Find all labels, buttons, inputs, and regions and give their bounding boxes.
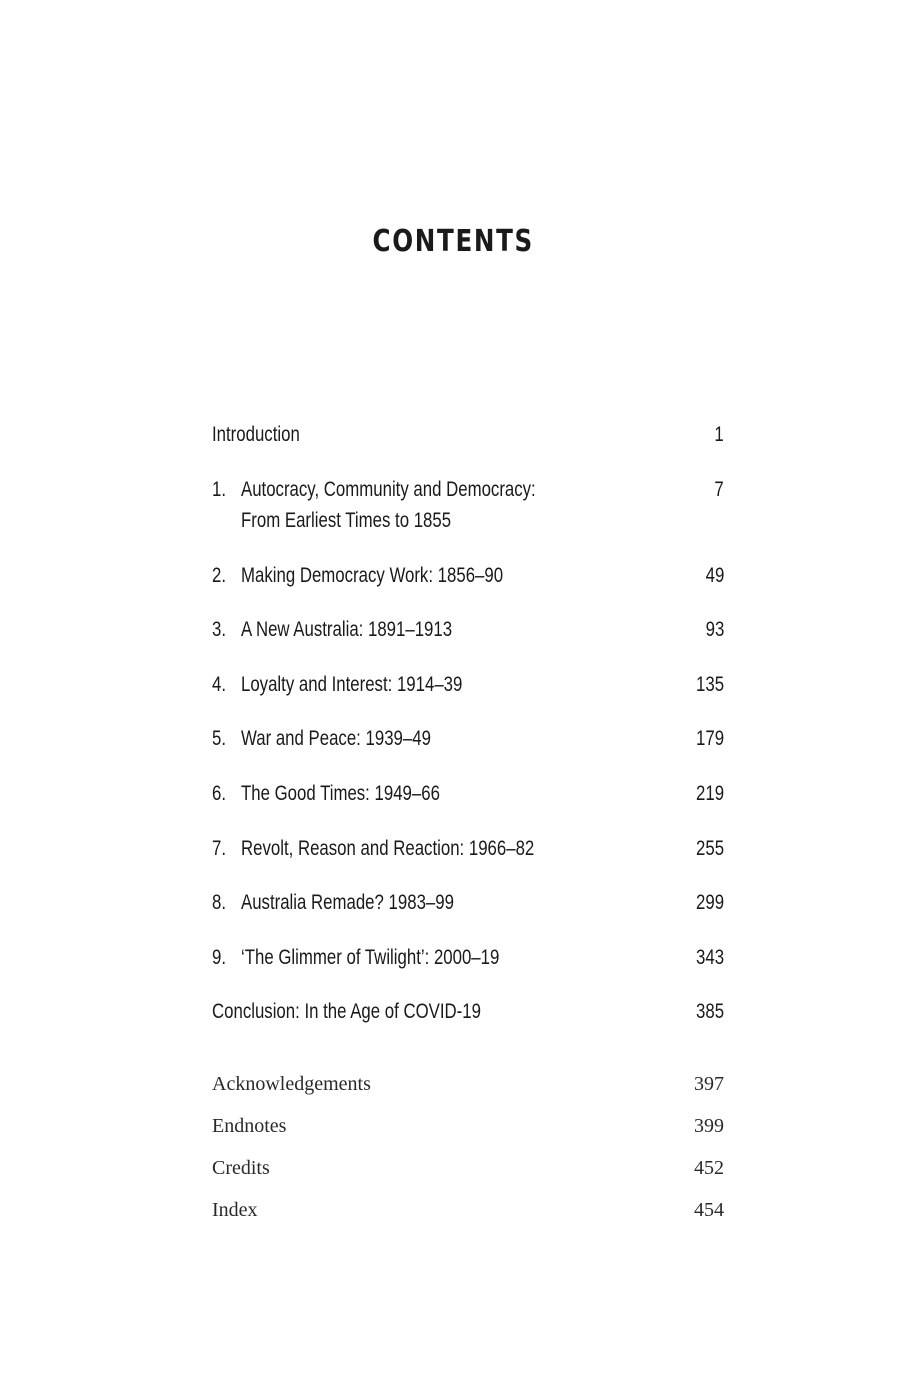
toc-entry-label: The Good Times: 1949–66 (241, 782, 440, 805)
toc-entry-label-continued: From Earliest Times to 1855 (241, 509, 452, 532)
toc-entry-page: 255 (695, 837, 724, 860)
toc-entry-page: 7 (714, 478, 724, 501)
toc-entry-label: Credits (212, 1157, 270, 1179)
toc-entry-label: Acknowledgements (212, 1073, 371, 1095)
toc-entry-page: 49 (705, 564, 724, 587)
toc-entry-label: Loyalty and Interest: 1914–39 (241, 673, 463, 696)
toc-entry-number: 8. (212, 891, 227, 914)
toc-entry-label: Revolt, Reason and Reaction: 1966–82 (241, 837, 535, 860)
toc-entry-number: 6. (212, 782, 227, 805)
toc-entry-page: 93 (705, 618, 724, 641)
toc-entry-label: Making Democracy Work: 1856–90 (241, 564, 504, 587)
toc-entry-page: 454 (694, 1199, 724, 1221)
toc-entry-number: 2. (212, 564, 227, 587)
toc-entry-number: 7. (212, 837, 227, 860)
toc-entry-page: 385 (695, 1000, 724, 1023)
toc-entry-page: 299 (695, 891, 724, 914)
toc-entry-number: 1. (212, 478, 227, 501)
toc-entry-label: Conclusion: In the Age of COVID-19 (212, 1000, 481, 1023)
toc-entry-label: Australia Remade? 1983–99 (241, 891, 454, 914)
toc-entry-number: 4. (212, 673, 227, 696)
toc-entry-page: 452 (694, 1157, 724, 1179)
toc-entry-number: 5. (212, 727, 227, 750)
toc-entry-number: 9. (212, 946, 227, 969)
page-title: CONTENTS (372, 224, 534, 259)
toc-entry-label: Index (212, 1199, 258, 1221)
toc-entry-page: 135 (695, 673, 724, 696)
toc-entry-page: 1 (714, 423, 724, 446)
toc-entry-label: ‘The Glimmer of Twilight’: 2000–19 (241, 946, 500, 969)
toc-entry-page: 219 (695, 782, 724, 805)
toc-entry-label: War and Peace: 1939–49 (241, 727, 431, 750)
toc-entry-label: Endnotes (212, 1115, 287, 1137)
toc-entry-page: 399 (694, 1115, 724, 1137)
toc-entry-page: 397 (694, 1073, 724, 1095)
toc-entry-label: A New Australia: 1891–1913 (241, 618, 453, 641)
toc-entry-number: 3. (212, 618, 227, 641)
toc-entry-label: Autocracy, Community and Democracy: (241, 478, 536, 501)
toc-entry-label: Introduction (212, 423, 300, 446)
toc-entry-page: 179 (695, 727, 724, 750)
toc-entry-page: 343 (695, 946, 724, 969)
